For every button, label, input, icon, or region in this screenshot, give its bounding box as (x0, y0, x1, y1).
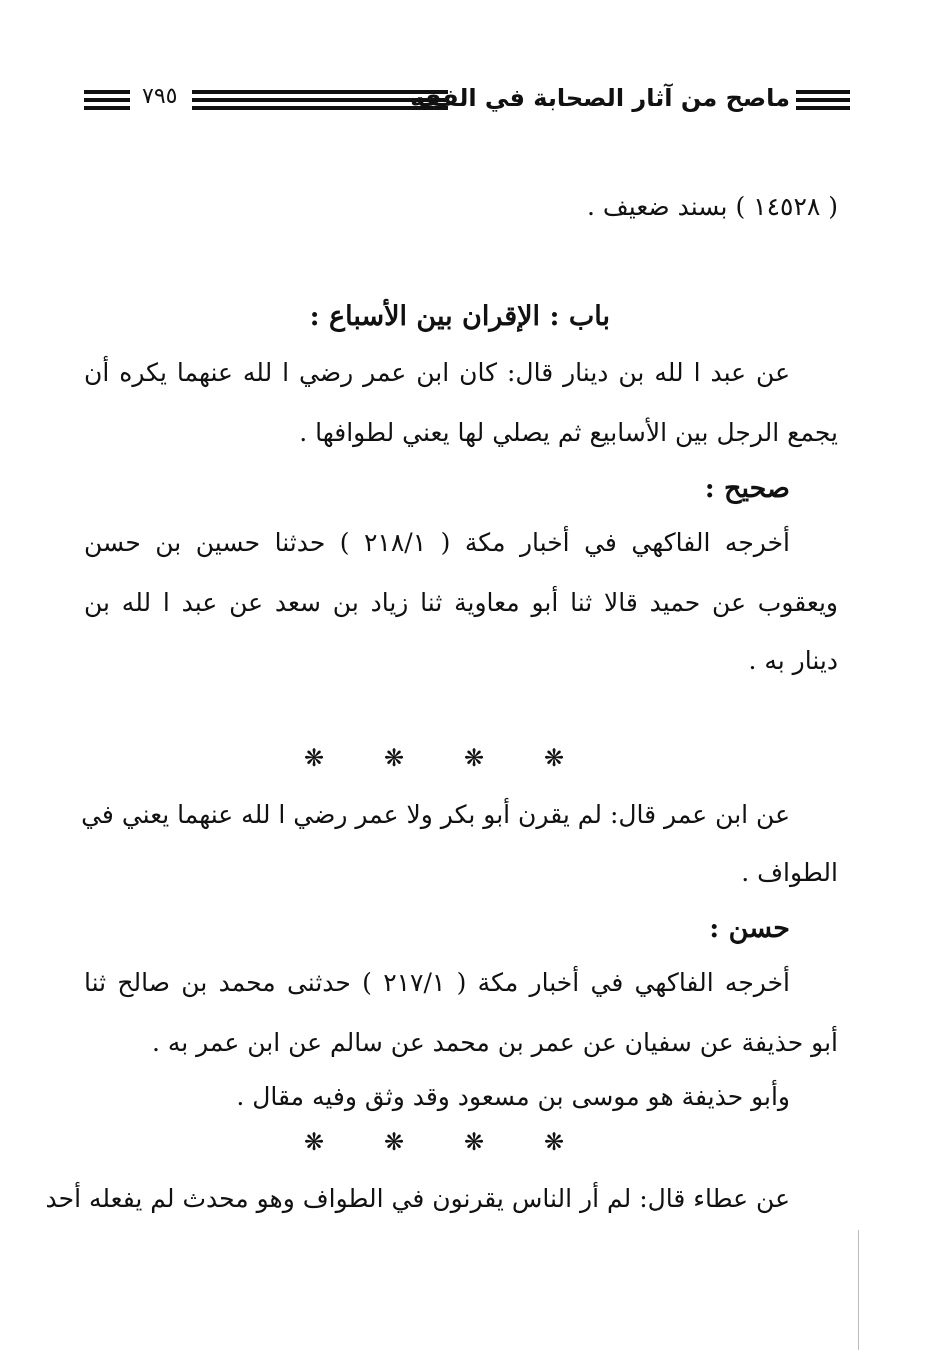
ornament-star-icon: ❋ (463, 744, 485, 772)
text-line-9: أخرجه الفاكهي في أخبار مكة ( ٢١٧/١ ) حدثنى محمد بن صالح ثنا (84, 968, 790, 997)
section-separator-2 (274, 1128, 594, 1156)
page-header (84, 82, 850, 122)
ornament-star-icon: ❋ (383, 1128, 405, 1156)
running-title: ماصح من آثار الصحابة في الفقه (410, 84, 790, 112)
grade-heading-hasan: حسن : (709, 913, 790, 944)
header-rule-right-mid (796, 98, 850, 102)
text-line-1: ( ١٤٥٢٨ ) بسند ضعيف . (587, 192, 838, 221)
header-rule-left-bot (84, 106, 130, 110)
text-line-2: عن عبد ا لله بن دينار قال: كان ابن عمر رضي ا لله عنهما يكره أن (84, 358, 790, 387)
ornament-star-icon: ❋ (463, 1128, 485, 1156)
text-line-7: عن ابن عمر قال: لم يقرن أبو بكر ولا عمر رضي ا لله عنهما يعني في (81, 800, 790, 829)
ornament-star-icon: ❋ (303, 744, 325, 772)
text-line-8: الطواف . (741, 858, 838, 887)
chapter-heading: باب : الإقران بين الأسباع : (309, 301, 610, 332)
text-line-5: ويعقوب عن حميد قالا ثنا أبو معاوية ثنا زياد بن سعد عن عبد ا لله بن (84, 588, 838, 617)
text-line-3: يجمع الرجل بين الأسابيع ثم يصلي لها يعني لطوافها . (299, 418, 838, 447)
text-line-12: عن عطاء قال: لم أر الناس يقرنون في الطواف وهو محدث لم يفعله أحد (45, 1184, 790, 1213)
header-rule-right-bot (796, 106, 850, 110)
header-rule-right-top (796, 90, 850, 94)
ornament-star-icon: ❋ (543, 1128, 565, 1156)
header-rule-left-top (84, 90, 130, 94)
ornament-star-icon: ❋ (303, 1128, 325, 1156)
text-line-6: دينار به . (748, 646, 838, 675)
scan-margin-mark (858, 1230, 859, 1350)
page-number: ٧٩٥ (142, 84, 178, 109)
ornament-star-icon: ❋ (383, 744, 405, 772)
ornament-star-icon: ❋ (543, 744, 565, 772)
text-line-10: أبو حذيفة عن سفيان عن عمر بن محمد عن سالم عن ابن عمر به . (151, 1028, 838, 1057)
section-separator-1 (274, 744, 594, 772)
text-line-4: أخرجه الفاكهي في أخبار مكة ( ٢١٨/١ ) حدثنا حسين بن حسن (84, 528, 790, 557)
header-rule-left-mid (84, 98, 130, 102)
grade-heading-sahih: صحيح : (704, 473, 790, 504)
text-line-11: وأبو حذيفة هو موسى بن مسعود وقد وثق وفيه مقال . (236, 1082, 790, 1111)
